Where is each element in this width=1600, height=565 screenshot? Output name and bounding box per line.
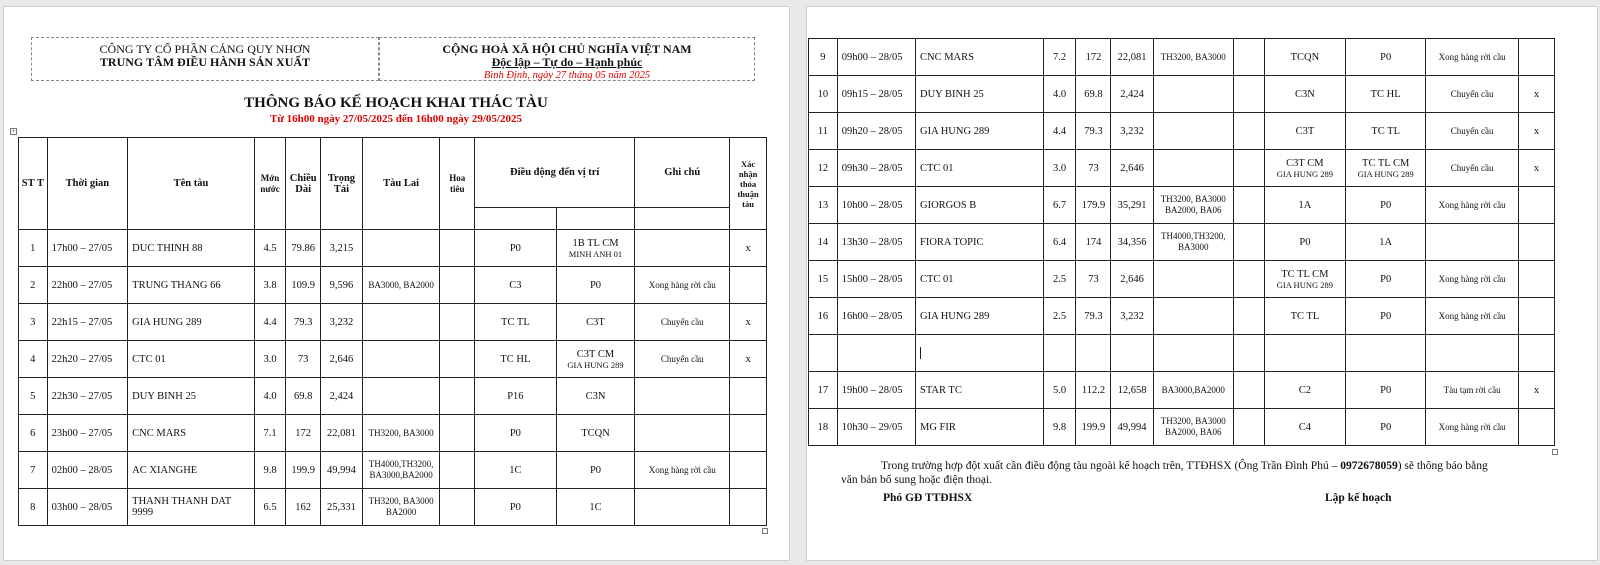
cell-stt[interactable]: 11 [809,113,838,150]
cell-confirm[interactable] [730,267,767,304]
cell-confirm[interactable] [1518,298,1554,335]
cell-from-line1: C3T CM [1286,157,1324,169]
cell-confirm[interactable] [730,415,767,452]
cell-to[interactable] [556,230,635,267]
cell-to[interactable]: P0 [1346,187,1426,224]
cell-confirm[interactable]: x [730,304,767,341]
cell-ship[interactable]: DUY BINH 25 [915,76,1043,113]
cell-tug[interactable] [362,304,440,341]
cell-stt[interactable]: 12 [809,150,838,187]
cell-tonnage[interactable]: 2,424 [321,378,363,415]
cell-to[interactable]: TCQN [556,415,635,452]
cell-time[interactable]: 09h00 – 28/05 [837,39,915,76]
cell-tonnage[interactable]: 34,356 [1111,224,1153,261]
cell-stt[interactable]: 8 [19,489,48,526]
cell-draft[interactable]: 2.5 [1043,298,1076,335]
cell-to[interactable]: C3N [556,378,635,415]
table-row [809,372,1555,409]
cell-pilot[interactable] [440,341,475,378]
cell-draft[interactable]: 6.5 [254,489,286,526]
cell-ship[interactable]: CNC MARS [915,39,1043,76]
cell-confirm[interactable]: x [730,341,767,378]
page-subtitle: Từ 16h00 ngày 27/05/2025 đến 16h00 ngày 29/05/2025 [269,113,522,125]
cell-pilot[interactable] [1233,409,1264,446]
cell-to[interactable]: P0 [1346,39,1426,76]
date-place: Bình Định, ngày 27 tháng 05 năm 2025 [483,70,651,81]
cell-tug[interactable]: BA3000, BA2000 [362,267,440,304]
cell-pilot[interactable] [1233,224,1264,261]
signature-right: Lập kế hoạch [1325,492,1392,504]
cell-length[interactable]: 199.9 [286,452,321,489]
table-resize-handle-2[interactable] [1552,449,1558,455]
cell-time[interactable]: 10h30 – 29/05 [837,409,915,446]
table-row [19,415,767,452]
cell-tug[interactable]: TH4000,TH3200, BA3000 [1153,224,1233,261]
cell-ship[interactable]: DUY BINH 25 [128,378,255,415]
cell-ship[interactable]: THANH THANH DAT 9999 [128,489,255,526]
cell-from[interactable]: TC TL [475,304,557,341]
cell-tonnage[interactable]: 22,081 [321,415,363,452]
cell-draft[interactable]: 6.4 [1043,224,1076,261]
cell-from[interactable]: C3 [475,267,557,304]
cell-to[interactable]: P0 [1346,298,1426,335]
table-row [809,39,1555,76]
cell-from[interactable]: P16 [475,378,557,415]
cell-length[interactable]: 172 [1076,39,1111,76]
cell-pilot[interactable] [1233,187,1264,224]
cell-stt[interactable] [809,335,838,372]
cell-pilot[interactable] [440,415,475,452]
cell-time[interactable]: 09h30 – 28/05 [837,150,915,187]
cell-to[interactable]: TC HL [1346,76,1426,113]
cell-draft[interactable]: 4.4 [1043,113,1076,150]
cell-draft[interactable]: 3.0 [1043,150,1076,187]
cell-confirm[interactable] [1518,187,1554,224]
cell-note[interactable]: Xong hàng rời cầu [635,267,730,304]
cell-confirm[interactable] [1518,261,1554,298]
cell-tug[interactable] [1153,76,1233,113]
cell-time[interactable]: 22h15 – 27/05 [47,304,128,341]
cell-note[interactable]: Chuyển cầu [1426,76,1519,113]
cell-tug[interactable]: TH3200, BA3000 BA2000, BA06 [1153,187,1233,224]
cell-draft[interactable]: 2.5 [1043,261,1076,298]
cell-stt[interactable]: 7 [19,452,48,489]
cell-to[interactable]: 1C [556,489,635,526]
table-row [19,230,767,267]
cell-note[interactable] [635,415,730,452]
cell-tonnage[interactable]: 25,331 [321,489,363,526]
cell-tonnage[interactable]: 49,994 [321,452,363,489]
cell-time[interactable]: 22h30 – 27/05 [47,378,128,415]
cell-length[interactable]: 69.8 [286,378,321,415]
cell-tonnage[interactable]: 12,658 [1111,372,1153,409]
cell-from[interactable]: C4 [1264,409,1345,446]
cell-pilot[interactable] [1233,261,1264,298]
table-row [19,378,767,415]
cell-to-line2: GIA HUNG 289 [1357,168,1414,179]
cell-from[interactable]: 1A [1264,187,1345,224]
col-length: Chiều Dài [286,138,321,230]
cell-tug[interactable] [1153,335,1233,372]
cell-ship[interactable]: CTC 01 [915,150,1043,187]
cell-tonnage[interactable]: 2,646 [1111,261,1153,298]
cell-tonnage[interactable]: 2,424 [1111,76,1153,113]
col-ship: Tên tàu [128,138,255,230]
cell-confirm[interactable]: x [1518,150,1554,187]
cell-from[interactable]: P0 [475,415,557,452]
cell-confirm[interactable] [730,452,767,489]
cell-confirm[interactable]: x [730,230,767,267]
cell-note[interactable] [1426,224,1519,261]
company-header [31,37,379,81]
table-resize-handle[interactable] [762,528,768,534]
cell-confirm[interactable]: x [1518,113,1554,150]
cell-to[interactable]: C3T [556,304,635,341]
cell-tonnage[interactable] [1111,335,1153,372]
cell-pilot[interactable] [1233,113,1264,150]
cell-confirm[interactable] [1518,335,1554,372]
cell-to[interactable]: TC TL [1346,113,1426,150]
col-note: Ghi chú [635,138,730,208]
cell-length[interactable]: 79.3 [1076,113,1111,150]
cell-from[interactable]: P0 [475,230,557,267]
cell-from[interactable]: C2 [1264,372,1345,409]
table-move-handle[interactable]: + [11,127,16,135]
cell-time[interactable] [837,335,915,372]
cell-draft[interactable]: 4.5 [254,230,286,267]
cell-pilot[interactable] [440,378,475,415]
col-pilot: Hoa tiêu [440,138,475,230]
cell-stt[interactable]: 9 [809,39,838,76]
cell-tug[interactable] [1153,298,1233,335]
table-row [809,335,1555,372]
cell-tonnage[interactable]: 2,646 [321,341,363,378]
cell-to[interactable]: P0 [1346,372,1426,409]
cell-time[interactable]: 13h30 – 28/05 [837,224,915,261]
cell-note[interactable]: Xong hàng rời cầu [1426,298,1519,335]
company-name: CÔNG TY CỔ PHẦN CẢNG QUY NHƠN [99,42,311,56]
cell-draft[interactable]: 5.0 [1043,372,1076,409]
cell-stt[interactable]: 1 [19,230,48,267]
cell-tug[interactable]: TH3200, BA3000 [362,415,440,452]
col-tonnage: Trọng Tải [321,138,363,230]
cell-length[interactable]: 73 [1076,150,1111,187]
cell-tug[interactable] [362,341,440,378]
cell-note[interactable] [635,378,730,415]
cell-note[interactable]: Xong hàng rời cầu [1426,409,1519,446]
cell-to[interactable] [1346,335,1426,372]
cell-length[interactable]: 69.8 [1076,76,1111,113]
cell-confirm[interactable] [1518,39,1554,76]
footer-note-suffix: ) sẽ thông báo bằng [1397,460,1488,472]
cell-time[interactable]: 02h00 – 28/05 [47,452,128,489]
cell-tonnage[interactable]: 3,232 [321,304,363,341]
cell-note[interactable]: Xong hàng rời cầu [1426,187,1519,224]
table-row [809,261,1555,298]
cell-length[interactable] [1076,335,1111,372]
cell-stt[interactable]: 5 [19,378,48,415]
cell-length[interactable]: 79.3 [286,304,321,341]
cell-time[interactable]: 17h00 – 27/05 [47,230,128,267]
cell-tug[interactable]: TH4000,TH3200, BA3000,BA2000 [362,452,440,489]
schedule-table-1 [18,137,767,526]
cell-draft[interactable]: 4.0 [254,378,286,415]
cell-time[interactable]: 22h20 – 27/05 [47,341,128,378]
cell-from-line2: GIA HUNG 289 [1276,279,1333,290]
cell-confirm[interactable] [1518,409,1554,446]
cell-tonnage[interactable]: 3,215 [321,230,363,267]
table-row [19,341,767,378]
cell-draft[interactable]: 7.1 [254,415,286,452]
cell-ship[interactable]: STAR TC [915,372,1043,409]
cell-confirm[interactable]: x [1518,372,1554,409]
cell-to[interactable]: P0 [1346,409,1426,446]
cell-pilot[interactable] [1233,39,1264,76]
cell-time[interactable]: 03h00 – 28/05 [47,489,128,526]
cell-note[interactable]: Chuyển cầu [1426,150,1519,187]
cell-draft[interactable]: 3.8 [254,267,286,304]
cell-tug[interactable] [362,378,440,415]
cell-ship[interactable]: CTC 01 [915,261,1043,298]
cell-tonnage[interactable]: 2,646 [1111,150,1153,187]
cell-draft[interactable]: 4.4 [254,304,286,341]
cell-ship[interactable]: TRUNG THANG 66 [128,267,255,304]
cell-note[interactable] [635,230,730,267]
cell-tug[interactable] [1153,261,1233,298]
cell-stt[interactable]: 15 [809,261,838,298]
cell-from[interactable]: C3T [1264,113,1345,150]
cell-pilot[interactable] [440,489,475,526]
cell-note[interactable]: Xong hàng rời cầu [1426,39,1519,76]
cell-note[interactable]: Xong hàng rời cầu [635,452,730,489]
cell-note[interactable]: Tàu tạm rời cầu [1426,372,1519,409]
cell-stt[interactable]: 6 [19,415,48,452]
cell-draft[interactable]: 3.0 [254,341,286,378]
cell-ship[interactable]: FIORA TOPIC [915,224,1043,261]
col-time: Thời gian [47,138,128,230]
cell-tug[interactable] [1153,150,1233,187]
cell-to-line2: GIA HUNG 289 [567,359,624,370]
cell-stt[interactable]: 3 [19,304,48,341]
page-title: THÔNG BÁO KẾ HOẠCH KHAI THÁC TÀU [244,95,548,111]
cell-tonnage[interactable]: 35,291 [1111,187,1153,224]
table-row [19,489,767,526]
cell-note[interactable]: Chuyển cầu [1426,113,1519,150]
col-stt: ST T [19,138,48,230]
cell-pilot[interactable] [1233,76,1264,113]
cell-ship[interactable]: CNC MARS [128,415,255,452]
cell-from[interactable] [1264,261,1345,298]
cell-time[interactable]: 16h00 – 28/05 [837,298,915,335]
cell-time[interactable]: 19h00 – 28/05 [837,372,915,409]
cell-tug[interactable] [1153,113,1233,150]
cell-length[interactable]: 73 [1076,261,1111,298]
cell-pilot[interactable] [440,267,475,304]
cell-to-line2: MINH ANH 01 [568,248,623,259]
col-draft: Mớn nước [254,138,286,230]
cell-ship[interactable]: CTC 01 [128,341,255,378]
cell-from[interactable]: P0 [1264,224,1345,261]
cell-to[interactable] [556,341,635,378]
col-tug: Tàu Lai [362,138,440,230]
cell-time[interactable]: 10h00 – 28/05 [837,187,915,224]
cell-length[interactable]: 174 [1076,224,1111,261]
col-move: Điều động đến vị trí [475,138,635,208]
cell-draft[interactable]: 7.2 [1043,39,1076,76]
cell-time[interactable]: 15h00 – 28/05 [837,261,915,298]
national-header [379,37,755,81]
footer-note-line2: văn bản bổ sung hoặc điện thoại. [841,474,993,486]
cell-tonnage[interactable]: 3,232 [1111,113,1153,150]
table-row [19,267,767,304]
cell-stt[interactable]: 17 [809,372,838,409]
signature-left: Phó GĐ TTĐHSX [883,492,973,504]
cell-from-line1: TC TL CM [1281,268,1329,280]
cell-note[interactable] [1426,335,1519,372]
cell-note[interactable]: Chuyển cầu [635,304,730,341]
cell-ship[interactable]: GIA HUNG 289 [915,298,1043,335]
cell-pilot[interactable] [440,230,475,267]
cell-tug[interactable] [362,230,440,267]
cell-to[interactable]: 1A [1346,224,1426,261]
table-row [19,452,767,489]
cell-draft[interactable]: 4.0 [1043,76,1076,113]
cell-stt[interactable]: 18 [809,409,838,446]
cell-time[interactable]: 09h20 – 28/05 [837,113,915,150]
cell-stt[interactable]: 4 [19,341,48,378]
cell-stt[interactable]: 2 [19,267,48,304]
cell-from[interactable]: 1C [475,452,557,489]
cell-draft[interactable]: 9.8 [1043,409,1076,446]
cell-length[interactable]: 179.9 [1076,187,1111,224]
cell-tug[interactable]: BA3000,BA2000 [1153,372,1233,409]
cell-pilot[interactable] [1233,335,1264,372]
cell-confirm[interactable]: x [1518,76,1554,113]
cell-ship[interactable]: DUC THINH 88 [128,230,255,267]
schedule-table-2 [808,38,1555,446]
cell-length[interactable]: 172 [286,415,321,452]
center-name: TRUNG TÂM ĐIỀU HÀNH SẢN XUẤT [99,55,311,69]
cell-length[interactable]: 79.86 [286,230,321,267]
cell-from[interactable]: P0 [475,489,557,526]
cell-time[interactable]: 09h15 – 28/05 [837,76,915,113]
cell-note[interactable]: Xong hàng rời cầu [1426,261,1519,298]
footer-note-prefix: Trong trường hợp đột xuất cần điều động tàu ngoài kế hoạch trên, TTĐHSX (Ông Trần Đình Phú – [881,460,1341,472]
cell-tonnage[interactable]: 3,232 [1111,298,1153,335]
cell-length[interactable]: 109.9 [286,267,321,304]
col-confirm: Xác nhận thỏa thuận tàu [730,138,767,230]
cell-pilot[interactable] [1233,298,1264,335]
national-motto: Độc lập – Tự do – Hạnh phúc [491,55,643,69]
cell-to[interactable]: P0 [556,452,635,489]
cell-length[interactable]: 112.2 [1076,372,1111,409]
text-cursor [920,347,921,359]
nation-name: CỘNG HOÀ XÃ HỘI CHỦ NGHĨA VIỆT NAM [442,42,692,56]
cell-tonnage[interactable]: 9,596 [321,267,363,304]
cell-pilot[interactable] [1233,372,1264,409]
cell-pilot[interactable] [440,452,475,489]
cell-from[interactable] [1264,150,1345,187]
table-row [809,113,1555,150]
cell-to[interactable]: P0 [1346,261,1426,298]
cell-ship[interactable]: GIA HUNG 289 [915,113,1043,150]
cell-length[interactable]: 199.9 [1076,409,1111,446]
table-row [809,298,1555,335]
footer-note [841,459,1541,487]
cell-draft[interactable]: 9.8 [254,452,286,489]
cell-pilot[interactable] [440,304,475,341]
cell-confirm[interactable] [1518,224,1554,261]
cell-confirm[interactable] [730,378,767,415]
document-page-1 [3,6,790,561]
cell-from[interactable]: TC TL [1264,298,1345,335]
table-row [809,224,1555,261]
cell-tug[interactable]: TH3200, BA3000 BA2000, BA06 [1153,409,1233,446]
cell-stt[interactable]: 13 [809,187,838,224]
cell-length[interactable]: 73 [286,341,321,378]
cell-time[interactable]: 22h00 – 27/05 [47,267,128,304]
cell-to-line1: 1B TL CM [572,237,619,249]
cell-from[interactable]: TC HL [475,341,557,378]
cell-from-line2: GIA HUNG 289 [1276,168,1333,179]
cell-ship[interactable] [915,335,1043,372]
cell-tug[interactable]: TH3200, BA3000 [1153,39,1233,76]
cell-stt[interactable]: 16 [809,298,838,335]
cell-from[interactable]: C3N [1264,76,1345,113]
cell-to[interactable] [1346,150,1426,187]
cell-tug[interactable]: TH3200, BA3000 BA2000 [362,489,440,526]
cell-draft[interactable] [1043,335,1076,372]
cell-stt[interactable]: 14 [809,224,838,261]
table-row [809,187,1555,224]
cell-draft[interactable]: 6.7 [1043,187,1076,224]
cell-confirm[interactable] [730,489,767,526]
table-row [19,304,767,341]
cell-from[interactable]: TCQN [1264,39,1345,76]
footer-phone: 0972678059 [1340,460,1398,472]
table-row [809,76,1555,113]
cell-note[interactable]: Chuyển cầu [635,341,730,378]
cell-from[interactable] [1264,335,1345,372]
cell-stt[interactable]: 10 [809,76,838,113]
cell-pilot[interactable] [1233,150,1264,187]
document-page-2 [806,6,1598,561]
cell-to-line1: TC TL CM [1362,157,1410,169]
cell-to-line1: C3T CM [576,348,615,360]
table-row [809,150,1555,187]
cell-ship[interactable]: AC XIANGHE [128,452,255,489]
cell-note[interactable] [635,489,730,526]
cell-tonnage[interactable]: 22,081 [1111,39,1153,76]
cell-ship[interactable]: GIORGOS B [915,187,1043,224]
cell-length[interactable]: 162 [286,489,321,526]
cell-time[interactable]: 23h00 – 27/05 [47,415,128,452]
cell-ship[interactable]: MG FIR [915,409,1043,446]
cell-tonnage[interactable]: 49,994 [1111,409,1153,446]
table-row [809,409,1555,446]
cell-to[interactable]: P0 [556,267,635,304]
cell-ship[interactable]: GIA HUNG 289 [128,304,255,341]
cell-length[interactable]: 79.3 [1076,298,1111,335]
